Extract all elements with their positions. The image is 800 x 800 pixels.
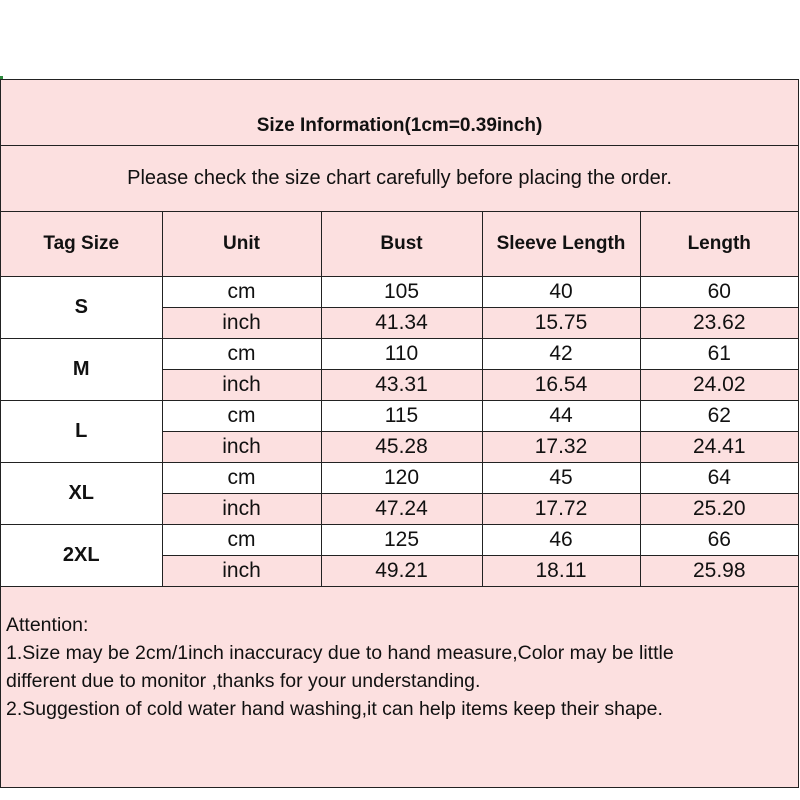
- sleeve-cell: 42: [482, 339, 640, 370]
- sleeve-cell: 40: [482, 277, 640, 308]
- unit-cell: inch: [162, 494, 321, 525]
- unit-cell: cm: [162, 401, 321, 432]
- header-sleeve-length: Sleeve Length: [482, 212, 640, 277]
- attention-heading: Attention:: [6, 614, 89, 636]
- length-cell: 66: [640, 525, 798, 556]
- size-chart-notice: Please check the size chart carefully before placing the order.: [1, 146, 798, 212]
- sleeve-cell: 45: [482, 463, 640, 494]
- length-cell: 62: [640, 401, 798, 432]
- sleeve-cell: 18.11: [482, 556, 640, 587]
- header-bust: Bust: [321, 212, 482, 277]
- tag-size-cell: S: [1, 277, 162, 339]
- length-cell: 24.41: [640, 432, 798, 463]
- table-row-xl-cm: [1, 463, 798, 494]
- bust-cell: 47.24: [321, 494, 482, 525]
- bust-cell: 45.28: [321, 432, 482, 463]
- length-cell: 61: [640, 339, 798, 370]
- header-length: Length: [640, 212, 798, 277]
- table-row-m-cm: [1, 339, 798, 370]
- bust-cell: 105: [321, 277, 482, 308]
- table-row-s-cm: [1, 277, 798, 308]
- unit-cell: inch: [162, 432, 321, 463]
- tag-size-cell: M: [1, 339, 162, 401]
- sleeve-cell: 44: [482, 401, 640, 432]
- length-cell: 60: [640, 277, 798, 308]
- attention-line: different due to monitor ,thanks for your understanding.: [6, 670, 481, 692]
- tag-size-cell: 2XL: [1, 525, 162, 587]
- table-row-2xl-cm: [1, 525, 798, 556]
- unit-cell: cm: [162, 525, 321, 556]
- table-header-row: [1, 212, 798, 277]
- unit-cell: inch: [162, 370, 321, 401]
- sleeve-cell: 15.75: [482, 308, 640, 339]
- unit-cell: inch: [162, 556, 321, 587]
- sleeve-cell: 46: [482, 525, 640, 556]
- attention-notes: [6, 611, 796, 723]
- attention-line: 1.Size may be 2cm/1inch inaccuracy due to hand measure,Color may be little: [6, 642, 674, 664]
- attention-line: 2.Suggestion of cold water hand washing,it can help items keep their shape.: [6, 698, 663, 720]
- sleeve-cell: 17.32: [482, 432, 640, 463]
- bust-cell: 125: [321, 525, 482, 556]
- length-cell: 25.98: [640, 556, 798, 587]
- tag-size-cell: XL: [1, 463, 162, 525]
- bust-cell: 110: [321, 339, 482, 370]
- size-info-title: Size Information(1cm=0.39inch): [1, 80, 798, 146]
- length-cell: 25.20: [640, 494, 798, 525]
- tag-size-cell: L: [1, 401, 162, 463]
- unit-cell: cm: [162, 463, 321, 494]
- unit-cell: inch: [162, 308, 321, 339]
- sleeve-cell: 16.54: [482, 370, 640, 401]
- length-cell: 64: [640, 463, 798, 494]
- bust-cell: 41.34: [321, 308, 482, 339]
- header-unit: Unit: [162, 212, 321, 277]
- unit-cell: cm: [162, 339, 321, 370]
- size-chart-sheet: [0, 79, 799, 788]
- bust-cell: 49.21: [321, 556, 482, 587]
- bust-cell: 43.31: [321, 370, 482, 401]
- bust-cell: 115: [321, 401, 482, 432]
- header-tag-size: Tag Size: [1, 212, 162, 277]
- unit-cell: cm: [162, 277, 321, 308]
- table-row-l-cm: [1, 401, 798, 432]
- length-cell: 23.62: [640, 308, 798, 339]
- size-table: [1, 211, 798, 587]
- length-cell: 24.02: [640, 370, 798, 401]
- bust-cell: 120: [321, 463, 482, 494]
- sleeve-cell: 17.72: [482, 494, 640, 525]
